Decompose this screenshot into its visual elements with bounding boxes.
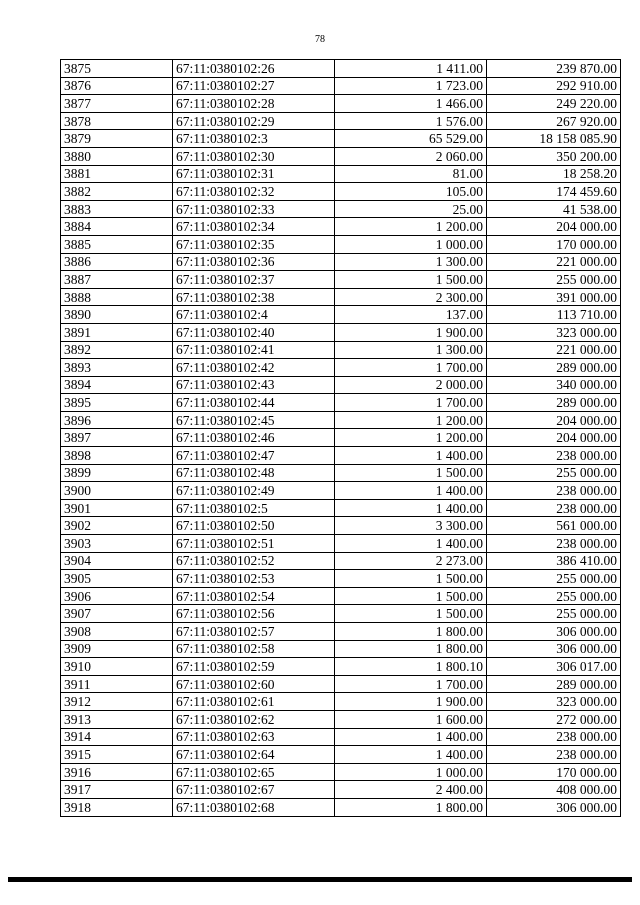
- cadastral-number-cell: 67:11:0380102:67: [173, 781, 335, 799]
- table-body: [61, 60, 621, 817]
- record-number-cell: 3885: [61, 235, 173, 253]
- cadastral-number-cell: 67:11:0380102:59: [173, 658, 335, 676]
- cadastral-number-cell: 67:11:0380102:48: [173, 464, 335, 482]
- area-cell: 1 700.00: [335, 394, 487, 412]
- value-cell: 289 000.00: [487, 394, 621, 412]
- table-row: [61, 570, 621, 588]
- record-number-cell: 3887: [61, 271, 173, 289]
- area-cell: 1 400.00: [335, 482, 487, 500]
- area-cell: 1 900.00: [335, 323, 487, 341]
- area-cell: 1 800.00: [335, 640, 487, 658]
- table-row: [61, 710, 621, 728]
- cadastral-number-cell: 67:11:0380102:40: [173, 323, 335, 341]
- table-row: [61, 77, 621, 95]
- table-row: [61, 587, 621, 605]
- value-cell: 306 017.00: [487, 658, 621, 676]
- area-cell: 1 400.00: [335, 447, 487, 465]
- area-cell: 1 700.00: [335, 359, 487, 377]
- value-cell: 18 158 085.90: [487, 130, 621, 148]
- cadastral-number-cell: 67:11:0380102:61: [173, 693, 335, 711]
- record-number-cell: 3902: [61, 517, 173, 535]
- area-cell: 1 800.00: [335, 798, 487, 816]
- area-cell: 1 000.00: [335, 763, 487, 781]
- area-cell: 1 300.00: [335, 341, 487, 359]
- value-cell: 221 000.00: [487, 341, 621, 359]
- table-row: [61, 464, 621, 482]
- area-cell: 1 200.00: [335, 429, 487, 447]
- table-row: [61, 605, 621, 623]
- area-cell: 2 000.00: [335, 376, 487, 394]
- area-cell: 1 500.00: [335, 570, 487, 588]
- record-number-cell: 3877: [61, 95, 173, 113]
- cadastral-number-cell: 67:11:0380102:5: [173, 499, 335, 517]
- table-row: [61, 675, 621, 693]
- cadastral-number-cell: 67:11:0380102:51: [173, 535, 335, 553]
- cadastral-number-cell: 67:11:0380102:50: [173, 517, 335, 535]
- table-row: [61, 411, 621, 429]
- cadastral-number-cell: 67:11:0380102:52: [173, 552, 335, 570]
- area-cell: 1 500.00: [335, 587, 487, 605]
- area-cell: 1 400.00: [335, 535, 487, 553]
- value-cell: 255 000.00: [487, 271, 621, 289]
- cadastral-number-cell: 67:11:0380102:58: [173, 640, 335, 658]
- record-number-cell: 3898: [61, 447, 173, 465]
- area-cell: 1 800.00: [335, 623, 487, 641]
- value-cell: 18 258.20: [487, 165, 621, 183]
- record-number-cell: 3905: [61, 570, 173, 588]
- cadastral-number-cell: 67:11:0380102:47: [173, 447, 335, 465]
- value-cell: 238 000.00: [487, 746, 621, 764]
- record-number-cell: 3904: [61, 552, 173, 570]
- area-cell: 2 273.00: [335, 552, 487, 570]
- record-number-cell: 3876: [61, 77, 173, 95]
- record-number-cell: 3915: [61, 746, 173, 764]
- table-row: [61, 341, 621, 359]
- record-number-cell: 3880: [61, 147, 173, 165]
- table-row: [61, 763, 621, 781]
- table-row: [61, 306, 621, 324]
- value-cell: 323 000.00: [487, 323, 621, 341]
- area-cell: 3 300.00: [335, 517, 487, 535]
- table-row: [61, 693, 621, 711]
- cadastral-number-cell: 67:11:0380102:46: [173, 429, 335, 447]
- record-number-cell: 3896: [61, 411, 173, 429]
- value-cell: 323 000.00: [487, 693, 621, 711]
- table-row: [61, 376, 621, 394]
- record-number-cell: 3913: [61, 710, 173, 728]
- cadastral-number-cell: 67:11:0380102:56: [173, 605, 335, 623]
- table-row: [61, 447, 621, 465]
- value-cell: 204 000.00: [487, 218, 621, 236]
- record-number-cell: 3900: [61, 482, 173, 500]
- table-row: [61, 147, 621, 165]
- area-cell: 1 500.00: [335, 271, 487, 289]
- cadastral-number-cell: 67:11:0380102:26: [173, 60, 335, 78]
- table-row: [61, 288, 621, 306]
- cadastral-number-cell: 67:11:0380102:4: [173, 306, 335, 324]
- area-cell: 1 466.00: [335, 95, 487, 113]
- cadastral-number-cell: 67:11:0380102:38: [173, 288, 335, 306]
- record-number-cell: 3894: [61, 376, 173, 394]
- value-cell: 170 000.00: [487, 763, 621, 781]
- area-cell: 137.00: [335, 306, 487, 324]
- value-cell: 41 538.00: [487, 200, 621, 218]
- value-cell: 238 000.00: [487, 535, 621, 553]
- value-cell: 267 920.00: [487, 112, 621, 130]
- data-table: [60, 59, 621, 817]
- value-cell: 255 000.00: [487, 464, 621, 482]
- record-number-cell: 3901: [61, 499, 173, 517]
- record-number-cell: 3897: [61, 429, 173, 447]
- record-number-cell: 3884: [61, 218, 173, 236]
- record-number-cell: 3893: [61, 359, 173, 377]
- value-cell: 255 000.00: [487, 605, 621, 623]
- value-cell: 272 000.00: [487, 710, 621, 728]
- value-cell: 408 000.00: [487, 781, 621, 799]
- area-cell: 1 600.00: [335, 710, 487, 728]
- area-cell: 2 300.00: [335, 288, 487, 306]
- table-row: [61, 429, 621, 447]
- area-cell: 1 411.00: [335, 60, 487, 78]
- value-cell: 289 000.00: [487, 359, 621, 377]
- area-cell: 1 500.00: [335, 605, 487, 623]
- cadastral-number-cell: 67:11:0380102:27: [173, 77, 335, 95]
- record-number-cell: 3881: [61, 165, 173, 183]
- cadastral-number-cell: 67:11:0380102:44: [173, 394, 335, 412]
- cadastral-number-cell: 67:11:0380102:41: [173, 341, 335, 359]
- table-row: [61, 623, 621, 641]
- value-cell: 113 710.00: [487, 306, 621, 324]
- table-row: [61, 218, 621, 236]
- table-row: [61, 517, 621, 535]
- record-number-cell: 3875: [61, 60, 173, 78]
- cadastral-number-cell: 67:11:0380102:30: [173, 147, 335, 165]
- cadastral-number-cell: 67:11:0380102:68: [173, 798, 335, 816]
- value-cell: 239 870.00: [487, 60, 621, 78]
- cadastral-number-cell: 67:11:0380102:49: [173, 482, 335, 500]
- record-number-cell: 3879: [61, 130, 173, 148]
- table-row: [61, 271, 621, 289]
- record-number-cell: 3909: [61, 640, 173, 658]
- value-cell: 238 000.00: [487, 728, 621, 746]
- cadastral-number-cell: 67:11:0380102:37: [173, 271, 335, 289]
- record-number-cell: 3892: [61, 341, 173, 359]
- value-cell: 221 000.00: [487, 253, 621, 271]
- record-number-cell: 3917: [61, 781, 173, 799]
- area-cell: 1 900.00: [335, 693, 487, 711]
- table-row: [61, 781, 621, 799]
- cadastral-number-cell: 67:11:0380102:62: [173, 710, 335, 728]
- cadastral-number-cell: 67:11:0380102:31: [173, 165, 335, 183]
- area-cell: 25.00: [335, 200, 487, 218]
- cadastral-number-cell: 67:11:0380102:45: [173, 411, 335, 429]
- table-row: [61, 728, 621, 746]
- table-row: [61, 183, 621, 201]
- cadastral-number-cell: 67:11:0380102:57: [173, 623, 335, 641]
- value-cell: 561 000.00: [487, 517, 621, 535]
- table-row: [61, 200, 621, 218]
- area-cell: 105.00: [335, 183, 487, 201]
- value-cell: 350 200.00: [487, 147, 621, 165]
- table-row: [61, 253, 621, 271]
- area-cell: 1 800.10: [335, 658, 487, 676]
- table-row: [61, 482, 621, 500]
- cadastral-number-cell: 67:11:0380102:60: [173, 675, 335, 693]
- area-cell: 1 400.00: [335, 728, 487, 746]
- cadastral-number-cell: 67:11:0380102:35: [173, 235, 335, 253]
- record-number-cell: 3903: [61, 535, 173, 553]
- area-cell: 1 723.00: [335, 77, 487, 95]
- area-cell: 81.00: [335, 165, 487, 183]
- table-row: [61, 499, 621, 517]
- area-cell: 1 500.00: [335, 464, 487, 482]
- area-cell: 1 400.00: [335, 499, 487, 517]
- record-number-cell: 3914: [61, 728, 173, 746]
- table-row: [61, 130, 621, 148]
- bottom-rule: [8, 877, 632, 882]
- value-cell: 249 220.00: [487, 95, 621, 113]
- record-number-cell: 3911: [61, 675, 173, 693]
- area-cell: 1 400.00: [335, 746, 487, 764]
- record-number-cell: 3916: [61, 763, 173, 781]
- table-row: [61, 323, 621, 341]
- value-cell: 238 000.00: [487, 482, 621, 500]
- value-cell: 306 000.00: [487, 798, 621, 816]
- table-row: [61, 165, 621, 183]
- value-cell: 306 000.00: [487, 623, 621, 641]
- cadastral-number-cell: 67:11:0380102:34: [173, 218, 335, 236]
- cadastral-number-cell: 67:11:0380102:33: [173, 200, 335, 218]
- cadastral-number-cell: 67:11:0380102:65: [173, 763, 335, 781]
- area-cell: 1 200.00: [335, 411, 487, 429]
- record-number-cell: 3907: [61, 605, 173, 623]
- area-cell: 1 200.00: [335, 218, 487, 236]
- cadastral-number-cell: 67:11:0380102:28: [173, 95, 335, 113]
- value-cell: 292 910.00: [487, 77, 621, 95]
- record-number-cell: 3899: [61, 464, 173, 482]
- value-cell: 204 000.00: [487, 429, 621, 447]
- area-cell: 1 000.00: [335, 235, 487, 253]
- cadastral-number-cell: 67:11:0380102:63: [173, 728, 335, 746]
- value-cell: 386 410.00: [487, 552, 621, 570]
- value-cell: 204 000.00: [487, 411, 621, 429]
- value-cell: 255 000.00: [487, 587, 621, 605]
- table-row: [61, 112, 621, 130]
- record-number-cell: 3910: [61, 658, 173, 676]
- cadastral-number-cell: 67:11:0380102:3: [173, 130, 335, 148]
- table-row: [61, 95, 621, 113]
- value-cell: 174 459.60: [487, 183, 621, 201]
- area-cell: 1 300.00: [335, 253, 487, 271]
- table-row: [61, 60, 621, 78]
- cadastral-number-cell: 67:11:0380102:64: [173, 746, 335, 764]
- table-row: [61, 746, 621, 764]
- value-cell: 306 000.00: [487, 640, 621, 658]
- record-number-cell: 3895: [61, 394, 173, 412]
- area-cell: 65 529.00: [335, 130, 487, 148]
- table-row: [61, 394, 621, 412]
- record-number-cell: 3908: [61, 623, 173, 641]
- cadastral-number-cell: 67:11:0380102:42: [173, 359, 335, 377]
- record-number-cell: 3878: [61, 112, 173, 130]
- value-cell: 391 000.00: [487, 288, 621, 306]
- table-row: [61, 798, 621, 816]
- area-cell: 2 400.00: [335, 781, 487, 799]
- cadastral-number-cell: 67:11:0380102:29: [173, 112, 335, 130]
- area-cell: 1 700.00: [335, 675, 487, 693]
- cadastral-number-cell: 67:11:0380102:36: [173, 253, 335, 271]
- value-cell: 255 000.00: [487, 570, 621, 588]
- cadastral-number-cell: 67:11:0380102:32: [173, 183, 335, 201]
- table-row: [61, 640, 621, 658]
- page-number: 78: [315, 34, 325, 45]
- table-row: [61, 552, 621, 570]
- table-row: [61, 535, 621, 553]
- record-number-cell: 3906: [61, 587, 173, 605]
- value-cell: 289 000.00: [487, 675, 621, 693]
- record-number-cell: 3886: [61, 253, 173, 271]
- table-row: [61, 359, 621, 377]
- value-cell: 340 000.00: [487, 376, 621, 394]
- record-number-cell: 3890: [61, 306, 173, 324]
- record-number-cell: 3918: [61, 798, 173, 816]
- record-number-cell: 3888: [61, 288, 173, 306]
- cadastral-number-cell: 67:11:0380102:43: [173, 376, 335, 394]
- record-number-cell: 3883: [61, 200, 173, 218]
- record-number-cell: 3891: [61, 323, 173, 341]
- value-cell: 170 000.00: [487, 235, 621, 253]
- table-row: [61, 658, 621, 676]
- record-number-cell: 3912: [61, 693, 173, 711]
- cadastral-number-cell: 67:11:0380102:53: [173, 570, 335, 588]
- area-cell: 2 060.00: [335, 147, 487, 165]
- table-row: [61, 235, 621, 253]
- value-cell: 238 000.00: [487, 447, 621, 465]
- value-cell: 238 000.00: [487, 499, 621, 517]
- record-number-cell: 3882: [61, 183, 173, 201]
- cadastral-number-cell: 67:11:0380102:54: [173, 587, 335, 605]
- area-cell: 1 576.00: [335, 112, 487, 130]
